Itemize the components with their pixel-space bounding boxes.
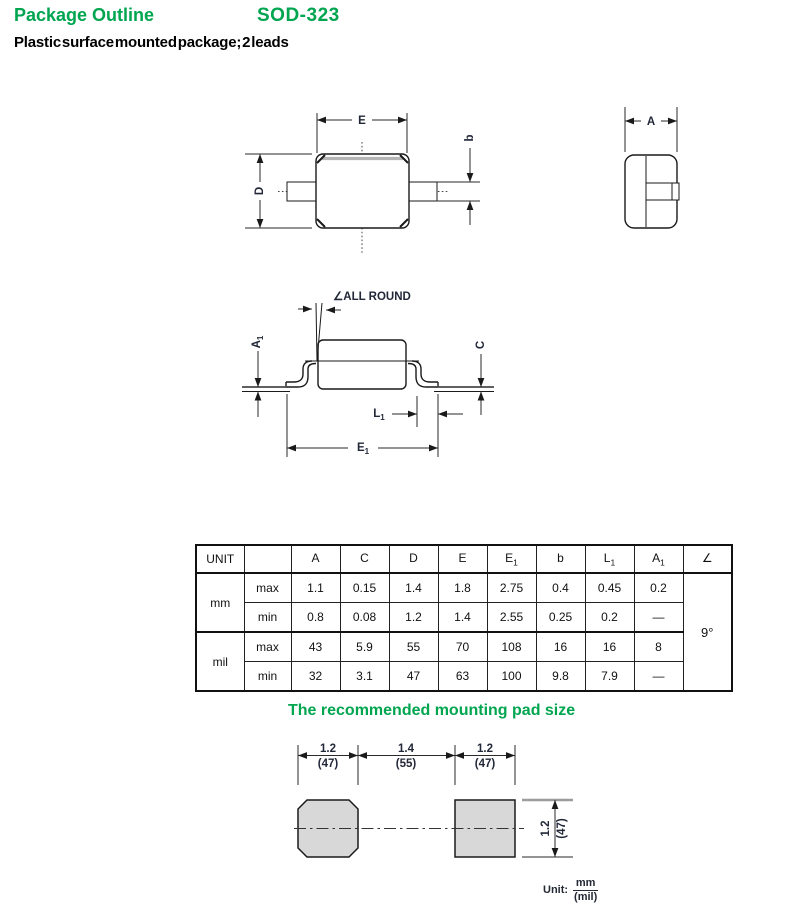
cell: 5.9: [340, 632, 389, 662]
header-L1: $L_1$: [585, 545, 634, 573]
dim-label-L1: $L_1$: [373, 408, 385, 422]
unit-label: Unit:: [543, 884, 569, 897]
header-unit: UNIT: [196, 545, 244, 573]
side-view-drawing: [220, 285, 530, 465]
angle-value: 9°: [683, 573, 732, 691]
cell: 1.4: [438, 603, 487, 633]
cell: 0.4: [536, 573, 585, 603]
table-row-mil-min: [196, 662, 732, 692]
package-body-top-view: [316, 154, 409, 228]
cell: 0.45: [585, 573, 634, 603]
cell: 70: [438, 632, 487, 662]
cell: —: [634, 662, 683, 692]
unit-mm: mm: [196, 573, 244, 632]
cell: 63: [438, 662, 487, 692]
cell: 3.1: [340, 662, 389, 692]
right-lead: [409, 182, 437, 201]
cell: 0.8: [291, 603, 340, 633]
mounting-pad-heading: The recommended mounting pad size: [288, 702, 576, 719]
cell: 1.4: [389, 573, 438, 603]
cell: 0.2: [585, 603, 634, 633]
unit-numerator: mm: [575, 877, 596, 889]
header-D: D: [389, 545, 438, 573]
unit-denominator: (mil): [574, 890, 598, 903]
pad-height-mm: 1.2: [540, 820, 552, 837]
pad-dim-gap-mm: 1.4: [398, 743, 414, 755]
pad-dim-right-mil: (47): [474, 758, 496, 770]
all-round-label: ∠ALL ROUND: [333, 291, 411, 303]
left-lead-outer: [286, 364, 316, 388]
limit-label: min: [244, 662, 291, 692]
unit-fraction: [573, 877, 598, 903]
table-row-mm-min: [196, 603, 732, 633]
package-body-side-view: [318, 340, 406, 389]
dim-label-A: A: [646, 116, 656, 128]
unit-note: [543, 877, 598, 903]
cell: 9.8: [536, 662, 585, 692]
cell: 55: [389, 632, 438, 662]
package-description: Plastic surface mounted package; 2 leads: [14, 34, 289, 51]
pad-dim-gap-mil: (55): [395, 758, 417, 770]
cell: 0.25: [536, 603, 585, 633]
unit-mil: mil: [196, 632, 244, 691]
cell: 43: [291, 632, 340, 662]
dim-label-C: C: [475, 340, 487, 350]
cell: 108: [487, 632, 536, 662]
limit-label: max: [244, 632, 291, 662]
table-header-row: [196, 545, 732, 573]
cell: 1.2: [389, 603, 438, 633]
header-A: A: [291, 545, 340, 573]
cell: 0.2: [634, 573, 683, 603]
cell: 2.55: [487, 603, 536, 633]
cell: 2.75: [487, 573, 536, 603]
header-b: b: [536, 545, 585, 573]
dimension-table: [195, 544, 733, 692]
dim-label-D: D: [254, 186, 266, 196]
cell: 16: [536, 632, 585, 662]
dim-label-E1: $E_1$: [356, 442, 370, 456]
right-lead-outer: [408, 364, 438, 388]
dim-label-A1: $A_1$: [251, 335, 265, 349]
pad-dim-left-mil: (47): [317, 758, 339, 770]
cell: 16: [585, 632, 634, 662]
limit-label: max: [244, 573, 291, 603]
cell: 1.8: [438, 573, 487, 603]
pad-height-mil: (47): [556, 818, 568, 839]
cell: 1.1: [291, 573, 340, 603]
dim-label-b: b: [464, 134, 476, 142]
table-row-mil-max: [196, 632, 732, 662]
header-angle: ∠: [683, 545, 732, 573]
cell: —: [634, 603, 683, 633]
cell: 32: [291, 662, 340, 692]
header-E1: $E_1$: [487, 545, 536, 573]
header-A1: $A_1$: [634, 545, 683, 573]
cell: 7.9: [585, 662, 634, 692]
cell: 0.15: [340, 573, 389, 603]
end-view-drawing: [600, 100, 720, 265]
header-E: E: [438, 545, 487, 573]
header-blank: [244, 545, 291, 573]
top-view-drawing: [235, 100, 495, 265]
cell: 47: [389, 662, 438, 692]
cell: 100: [487, 662, 536, 692]
dim-label-E: E: [358, 115, 366, 127]
cell: 8: [634, 632, 683, 662]
cell: 0.08: [340, 603, 389, 633]
pad-dim-left-mm: 1.2: [320, 743, 336, 755]
pad-dim-right-mm: 1.2: [477, 743, 493, 755]
mounting-pad-drawing: [270, 740, 600, 890]
page-title: Package Outline: [14, 5, 155, 25]
package-name: SOD-323: [257, 5, 340, 26]
table-row-mm-max: [196, 573, 732, 603]
header-C: C: [340, 545, 389, 573]
left-lead: [287, 182, 316, 201]
limit-label: min: [244, 603, 291, 633]
lead-tab: [646, 183, 679, 200]
